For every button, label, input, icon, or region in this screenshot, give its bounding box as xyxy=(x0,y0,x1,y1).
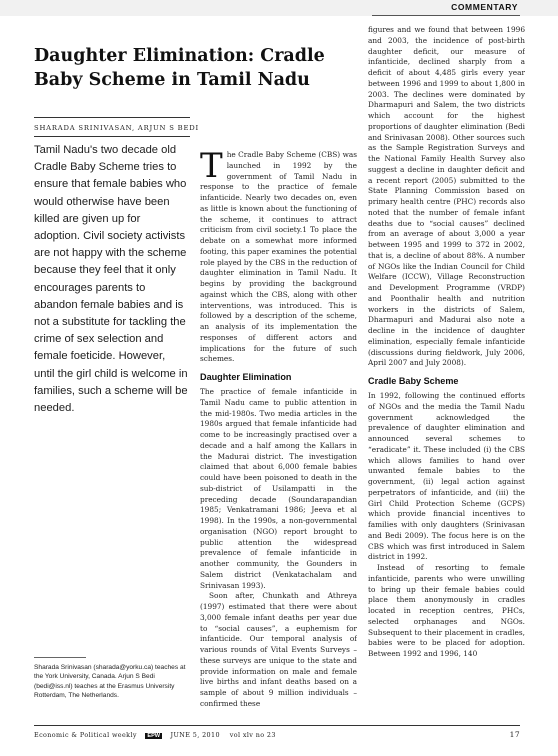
body-column-2 xyxy=(200,150,357,718)
article-title: Daughter Elimination: Cradle Baby Scheme in Tamil Nadu xyxy=(34,46,325,90)
heading-daughter-elimination: Daughter Elimination xyxy=(200,372,292,382)
author-note: Sharada Srinivasan (sharada@yorku.ca) teaches at the York University, Canada. Arjun S Bedi (bedi@iss.nl) teaches at the Erasmus University Rotterdam, The Netherlands. xyxy=(34,664,186,699)
heading-cradle-baby-scheme: Cradle Baby Scheme xyxy=(368,376,459,386)
body-column-3 xyxy=(368,25,525,719)
paragraph: In 1992, following the continued efforts of NGOs and the media the Tamil Nadu government acknowledged the prevalence of daughter elimination and announced several schemes to “eradicate” it. These included (i) the CBS which allows families to hand over unwanted female babies to the government, (ii) legal action against perpetrators of infanticide, and (iii) the Girl Child Protection Scheme (GCPS) which provide financial incentives to families with only daughters (Srinivasan and Bedi 2009). The focus here is on the CBS which was first introduced in Salem district in 1992. xyxy=(368,391,525,562)
section-label: COMMENTARY xyxy=(451,2,518,12)
journal-name: Economic & Political weekly xyxy=(34,731,137,739)
paragraph: Instead of resorting to female infanticide, parents who were unwilling to bring up their female babies could place them anonymously in cradles located in reception centres, PHCs, selected orphanages and NGOs. Subsequent to their placement in cradles, babies were to be placed for adoption. Between 1992 and 1996, 140 xyxy=(368,563,525,658)
note-rule xyxy=(34,657,86,658)
footer-rule xyxy=(34,725,520,726)
paragraph: The practice of female infanticide in Tamil Nadu came to public attention in the mid-1980s. Two media articles in the 1980s argued that female infanticide had come to be increasingly practised over a decade and a half among the Kallars in the Madurai district. The investigation claimed that about 6,000 female babies could have been poisoned to death in the sub-district of Usilampatti in the preceding decade (Soundarapandian 1985; Venkatramani 1986; Jeeva et al 1998). In the 1990s, a non-governmental organisation (NGO) report brought to public attention the widespread prevalence of female infanticide in another community, the Gounders in Salem district (Venkatachalam and Srinivasan 1993). xyxy=(200,387,357,590)
authors-rule xyxy=(34,136,190,137)
intro-paragraph: he Cradle Baby Scheme (CBS) was launched in 1992 by the government of Tamil Nadu in response to the practice of female infanticide. Nearly two decades on, even as little is known about the functioning of the scheme, it continues to attract criticism from civil society.1 To place the debate on a somewhat more informed footing, this paper examines the potential role played by the CBS in the reduction of daughter elimination in Tamil Nadu. It begins by providing the background against which the CBS, along with other interventions, was introduced. This is followed by a description of the scheme, an analysis of its implementation the responses of different actors and implications for the future of such schemes. xyxy=(200,150,357,364)
article-authors: SHARADA SRINIVASAN, ARJUN S BEDI xyxy=(34,124,199,132)
paragraph: Soon after, Chunkath and Athreya (1997) estimated that there were about 3,000 female infant deaths per year due to “social causes”, a euphemism for infanticide. Our temporal analysis of various rounds of Vital Events Surveys – these surveys are unique to the state and provide information on male and female live births and infant deaths based on a sample of about 9 million individuals – confirmed these xyxy=(200,591,357,708)
issue-volume: vol xlv no 23 xyxy=(229,731,276,739)
title-rule xyxy=(34,117,190,118)
page-number: 17 xyxy=(509,730,520,739)
header-rule xyxy=(372,15,520,16)
drop-cap: T xyxy=(200,150,223,186)
issue-date: JUNE 5, 2010 xyxy=(170,731,220,739)
page-footer xyxy=(34,729,520,741)
article-abstract: Tamil Nadu's two decade old Cradle Baby Scheme tries to ensure that female babies who would otherwise have been killed are given up for adoption. Civil society activists are not happy with the scheme because they feel that it only encourages parents to abandon female babies and is not a substitute for tackling the crime of sex selection and female foeticide. However, until the girl child is welcome in families, such a scheme will be needed. xyxy=(34,144,188,415)
paragraph: figures and we found that between 1996 and 2003, the incidence of post-birth daughter deficit, our measure of infanticide, declined sharply from a deficit of about 4,485 girls every year between 1996 and 1999 to about 1,800 in 2003. The declines were dominated by Dharmapuri and Salem, the two districts which account for the highest proportions of daughter elimination (Bedi and Srinivasan 2008). Other sources such as the Sample Registration Surveys and the National Family Health Survey also suggest a decline in daughter deficit and a recent report (2005) submitted to the State Planning Commission based on primary health centre (PHC) records also noted that the number of female infant deaths due to “social causes” declined from an average of about 3,000 a year between 1995 and 1999 to 372 in 2002, that is, a decline of about 88%. A number of NGOs like the Indian Council for Child Welfare (ICCW), Village Reconstruction and Development Programme (VRDP) and Poonthalir health and nutrition workers in the districts of Salem, Dharmapuri and Madurai also note a decline in the incidence of daughter elimination, especially female infanticide (discussions during fieldwork, July 2006, April 2007 and July 2008). xyxy=(368,25,525,368)
journal-badge: EPW xyxy=(147,733,161,739)
